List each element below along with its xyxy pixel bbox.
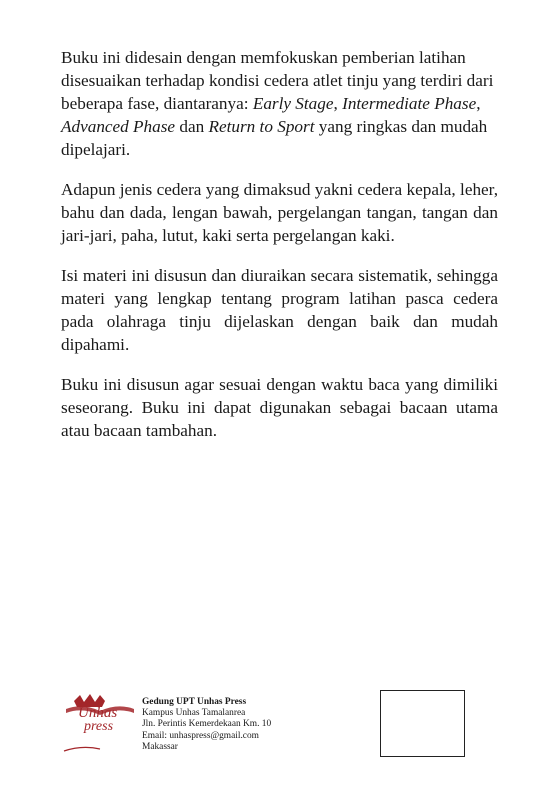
address-line: Kampus Unhas Tamalanrea bbox=[142, 708, 246, 719]
paragraph bbox=[61, 373, 498, 442]
barcode-placeholder-box bbox=[380, 690, 465, 757]
paragraph bbox=[61, 264, 498, 356]
italic-term: Advanced Phase bbox=[61, 117, 176, 136]
logo-wordmark-press: press bbox=[84, 719, 114, 734]
unhas-press-logo bbox=[62, 693, 138, 753]
paragraph bbox=[61, 46, 498, 161]
text-run: yang ringkas dan mudah dipelajari. bbox=[61, 117, 488, 159]
logo-wordmark-unhas: Unhas bbox=[78, 705, 118, 721]
text-run: , bbox=[333, 94, 343, 113]
text-run: Adapun jenis cedera yang dimaksud yakni cedera kepala, leher, bahu dan dada, lengan bawah, pergelangan tangan, tangan dan jari-jari, paha, lutut, kaki serta pergelangan kaki. bbox=[61, 180, 498, 245]
italic-term: Return to Sport bbox=[208, 117, 315, 136]
address-line: Jln. Perintis Kemerdekaan Km. 10 bbox=[142, 719, 272, 730]
text-run: Buku ini disusun agar sesuai dengan waktu baca yang dimiliki seseorang. Buku ini dapat digunakan sebagai bacaan utama atau bacaan tambahan. bbox=[61, 375, 498, 440]
publisher-name: Gedung UPT Unhas Press bbox=[142, 697, 247, 707]
italic-term: Early Stage bbox=[252, 94, 334, 113]
text-run: Buku ini didesain dengan memfokuskan pemberian latihan disesuaikan terhadap kondisi cedera atlet tinju yang terdiri dari beberapa fase, diantaranya: bbox=[61, 48, 494, 113]
address-line: Makassar bbox=[142, 741, 178, 752]
text-run: dan bbox=[175, 117, 209, 136]
blurb-text bbox=[61, 46, 498, 459]
italic-term: Intermediate Phase bbox=[342, 94, 477, 113]
text-run: , bbox=[476, 94, 481, 113]
publisher-footer bbox=[62, 693, 522, 773]
text-run: Isi materi ini disusun dan diuraikan secara sistematik, sehingga materi yang lengkap tentang program latihan pasca cedera pada olahraga tinju dijelaskan dengan baik dan mudah dipahami. bbox=[61, 266, 498, 354]
paragraph bbox=[61, 178, 498, 247]
publisher-email: Email: unhaspress@gmail.com bbox=[142, 730, 259, 741]
publisher-address bbox=[142, 697, 271, 753]
